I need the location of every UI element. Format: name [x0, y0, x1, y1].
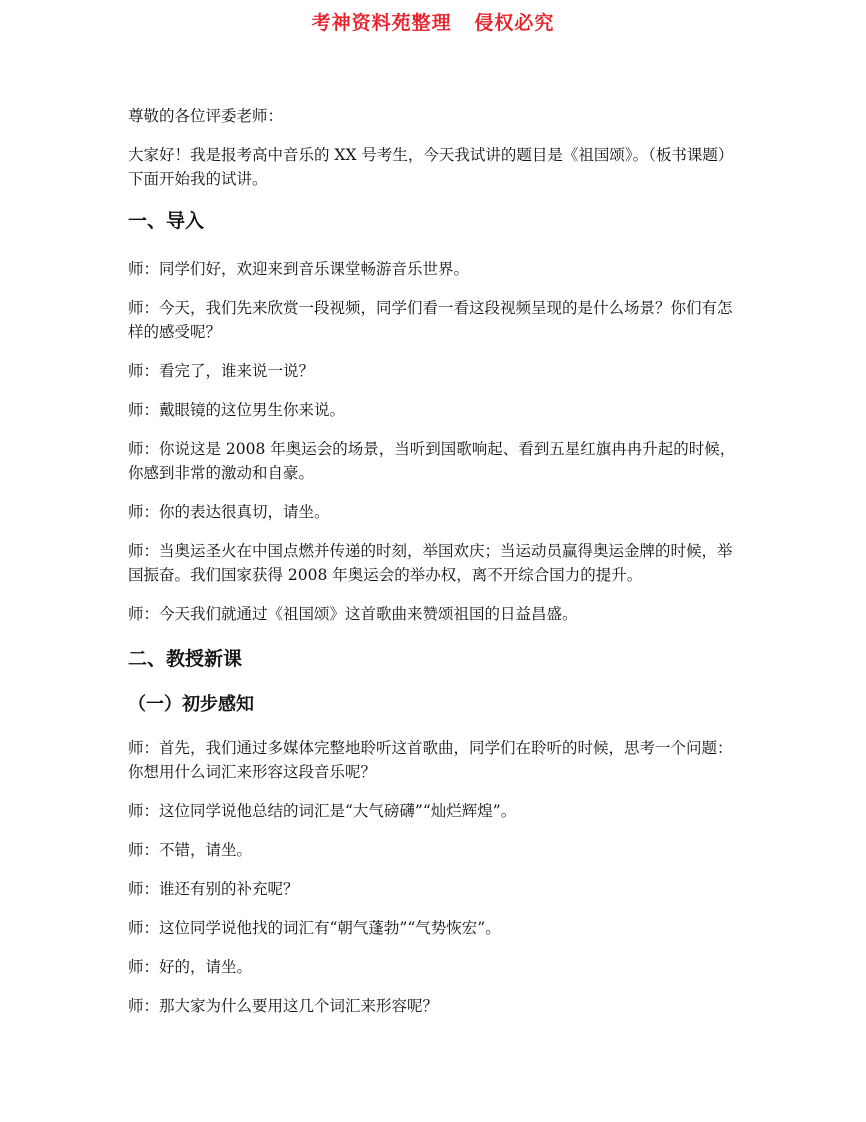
- paragraph: 师：你的表达很真切，请坐。: [128, 503, 330, 521]
- paragraph: 师：今天我们就通过《祖国颂》这首歌曲来赞颂祖国的日益昌盛。: [128, 605, 578, 623]
- paragraph: 师：当奥运圣火在中国点燃并传递的时刻，举国欢庆；当运动员赢得奥运金牌的时候，举国振奋。我们国家获得 2008 年奥运会的举办权，离不开综合国力的提升。: [128, 542, 733, 584]
- watermark-header: 考神资料苑整理 侵权必究: [311, 12, 555, 34]
- greeting: 尊敬的各位评委老师：: [128, 107, 284, 125]
- paragraph: 师：这位同学说他总结的词汇是“大气磅礴”“灿烂辉煌”。: [128, 802, 517, 820]
- paragraph: 师：首先，我们通过多媒体完整地聆听这首歌曲，同学们在聆听的时候，思考一个问题：你想用什么词汇来形容这段音乐呢？: [128, 739, 733, 781]
- paragraph: 师：不错，请坐。: [128, 841, 253, 859]
- section-title-intro: 一、导入: [128, 210, 205, 232]
- paragraph: 师：那大家为什么要用这几个词汇来形容呢？: [128, 997, 439, 1015]
- intro-paragraph: 大家好！我是报考高中音乐的 XX 号考生，今天我试讲的题目是《祖国颂》。（板书课题）下面开始我的试讲。: [128, 146, 734, 188]
- paragraph: 师：你说这是 2008 年奥运会的场景，当听到国歌响起、看到五星红旗冉冉升起的时候，你感到非常的激动和自豪。: [128, 440, 736, 482]
- document-body: [128, 104, 740, 1033]
- paragraph: 师：今天，我们先来欣赏一段视频，同学们看一看这段视频呈现的是什么场景？你们有怎样的感受呢？: [128, 299, 733, 341]
- paragraph: 师：好的，请坐。: [128, 958, 253, 976]
- section-title-new-lesson: 二、教授新课: [128, 648, 243, 670]
- paragraph: 师：戴眼镜的这位男生你来说。: [128, 401, 346, 419]
- subsection-title-perception: （一）初步感知: [128, 694, 254, 715]
- paragraph: 师：谁还有别的补充呢？: [128, 880, 299, 898]
- paragraph: 师：看完了，谁来说一说？: [128, 362, 315, 380]
- paragraph: 师：这位同学说他找的词汇有“朝气蓬勃”“气势恢宏”。: [128, 919, 501, 937]
- paragraph: 师：同学们好，欢迎来到音乐课堂畅游音乐世界。: [128, 260, 470, 278]
